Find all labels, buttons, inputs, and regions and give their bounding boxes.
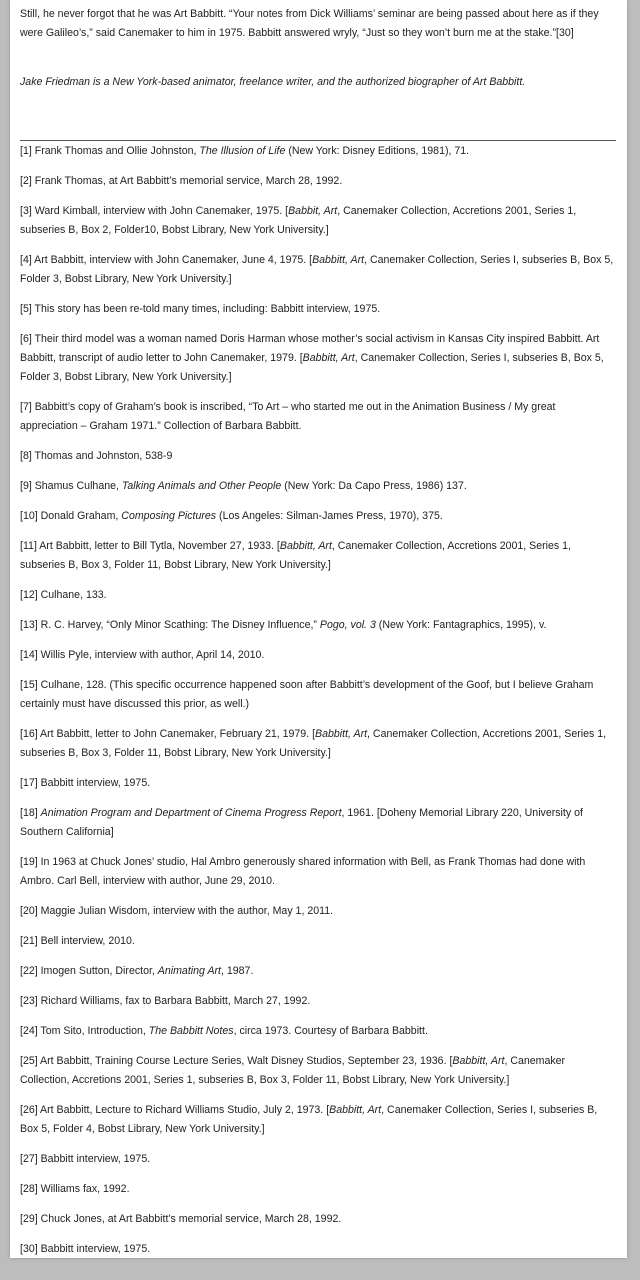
footnote-text: [8] Thomas and Johnston, 538-9 xyxy=(20,450,173,462)
footnote-text: [5] This story has been re-told many times, including: Babbitt interview, 1975. xyxy=(20,303,381,315)
footnotes-list xyxy=(20,142,616,1270)
footnote-text: (New York: Da Capo Press, 1986) 137. xyxy=(281,480,467,492)
footnote-text: [27] Babbitt interview, 1975. xyxy=(20,1153,151,1165)
footnote-22 xyxy=(20,962,616,981)
footnote-text: [25] Art Babbitt, Training Course Lecture Series, Walt Disney Studios, September 23, 1936. [ xyxy=(20,1055,453,1067)
footnote-20 xyxy=(20,902,616,921)
footnote-1 xyxy=(20,142,616,161)
footnote-5 xyxy=(20,300,616,319)
footnote-title: Babbit, Art xyxy=(288,205,338,217)
footnote-10 xyxy=(20,507,616,526)
footnote-text: [11] Art Babbitt, letter to Bill Tytla, November 27, 1933. [ xyxy=(20,540,280,552)
footnote-text: , Canemaker Collection, Series I, subseries B, Box 5, Folder 4, Bobst Library, New York University.] xyxy=(20,1104,598,1135)
footnote-text: [10] Donald Graham, xyxy=(20,510,122,522)
footnote-28 xyxy=(20,1180,616,1199)
footnote-text: [7] Babbitt’s copy of Graham’s book is inscribed, “To Art – who started me out in the Animation Business / My great appreciation – Graham 1971.” Collection of Barbara Babbitt. xyxy=(20,401,556,432)
footnote-text: [9] Shamus Culhane, xyxy=(20,480,122,492)
footnote-title: The Babbitt Notes xyxy=(148,1025,234,1037)
footnote-16 xyxy=(20,725,616,763)
footnote-text: [13] R. C. Harvey, “Only Minor Scathing: The Disney Influence,” xyxy=(20,619,320,631)
footnote-title: Composing Pictures xyxy=(121,510,217,522)
footnote-title: Animation Program and Department of Cinema Progress Report xyxy=(40,807,342,819)
footnote-text: [18] xyxy=(20,807,41,819)
footnote-text: , Canemaker Collection, Accretions 2001, Series 1, subseries B, Box 3, Folder 11, Bobst Library, New York University.] xyxy=(20,728,607,759)
footnote-text: [21] Bell interview, 2010. xyxy=(20,935,135,947)
footnote-13 xyxy=(20,616,616,635)
footnote-text: , 1987. xyxy=(221,965,254,977)
footnote-text: (New York: Fantagraphics, 1995), v. xyxy=(375,619,547,631)
footnote-text: (Los Angeles: Silman-James Press, 1970), 375. xyxy=(216,510,443,522)
footnote-title: Babbitt, Art xyxy=(279,540,332,552)
footnote-6 xyxy=(20,330,616,387)
footnote-text: , Canemaker Collection, Accretions 2001, Series 1, subseries B, Box 3, Folder 11, Bobst Library, New York University.] xyxy=(20,540,571,571)
footnote-title: Babbitt, Art xyxy=(312,254,365,266)
footnote-text: [2] Frank Thomas, at Art Babbitt’s memorial service, March 28, 1992. xyxy=(20,175,343,187)
footnote-title: Pogo, vol. 3 xyxy=(319,619,376,631)
footnote-21 xyxy=(20,932,616,951)
footnote-text: [4] Art Babbitt, interview with John Canemaker, June 4, 1975. [ xyxy=(20,254,313,266)
footnote-title: Babbitt, Art xyxy=(329,1104,382,1116)
footnote-8 xyxy=(20,447,616,466)
footnote-divider xyxy=(20,140,616,141)
footnote-text: [24] Tom Sito, Introduction, xyxy=(20,1025,149,1037)
footnote-text: [29] Chuck Jones, at Art Babbitt’s memorial service, March 28, 1992. xyxy=(20,1213,342,1225)
footnote-2 xyxy=(20,172,616,191)
footnote-text: , Canemaker Collection, Series I, subseries B, Box 5, Folder 3, Bobst Library, New York University.] xyxy=(20,352,604,383)
footnote-title: Animating Art xyxy=(157,965,221,977)
footnote-text: (New York: Disney Editions, 1981), 71. xyxy=(285,145,470,157)
footnote-text: , Canemaker Collection, Accretions 2001, Series 1, subseries B, Box 2, Folder10, Bobst Library, New York University.] xyxy=(20,205,577,236)
footnote-text: , Canemaker Collection, Accretions 2001, Series 1, subseries B, Box 3, Folder 11, Bobst Library, New York University.] xyxy=(20,1055,566,1086)
footnote-text: , circa 1973. Courtesy of Barbara Babbitt. xyxy=(233,1025,428,1037)
footnote-7 xyxy=(20,398,616,436)
footnote-9 xyxy=(20,477,616,496)
footnote-25 xyxy=(20,1052,616,1090)
footnote-text: [17] Babbitt interview, 1975. xyxy=(20,777,151,789)
footnote-text: [15] Culhane, 128. (This specific occurrence happened soon after Babbitt’s development of the Goof, but I believe Graham certainly must have discussed this prior, as well.) xyxy=(20,679,594,710)
author-bio: Jake Friedman is a New York-based animator, freelance writer, and the authorized biographer of Art Babbitt. xyxy=(20,76,526,88)
footnote-text: , Canemaker Collection, Series I, subseries B, Box 5, Folder 3, Bobst Library, New York University.] xyxy=(20,254,614,285)
footnote-text: , 1961. [Doheny Memorial Library 220, University of Southern California] xyxy=(20,807,583,838)
footnote-23 xyxy=(20,992,616,1011)
footnote-18 xyxy=(20,804,616,842)
footnote-title: Babbitt, Art xyxy=(452,1055,505,1067)
page-sheet xyxy=(10,0,627,1258)
footnote-12 xyxy=(20,586,616,605)
footnote-24 xyxy=(20,1022,616,1041)
footnote-text: [16] Art Babbitt, letter to John Canemaker, February 21, 1979. [ xyxy=(20,728,316,740)
footnote-17 xyxy=(20,774,616,793)
footnote-14 xyxy=(20,646,616,665)
footnote-3 xyxy=(20,202,616,240)
footnote-26 xyxy=(20,1101,616,1139)
footnote-text: [19] In 1963 at Chuck Jones’ studio, Hal Ambro generously shared information with Bell, as Frank Thomas had done with Ambro. Carl Bell, interview with author, June 29, 2010. xyxy=(20,856,586,887)
footnote-text: [28] Williams fax, 1992. xyxy=(20,1183,130,1195)
footnote-title: Babbitt, Art xyxy=(315,728,368,740)
footnote-text: [22] Imogen Sutton, Director, xyxy=(20,965,158,977)
footnote-4 xyxy=(20,251,616,289)
footnote-27 xyxy=(20,1150,616,1169)
footnote-text: [3] Ward Kimball, interview with John Canemaker, 1975. [ xyxy=(20,205,289,217)
footnote-11 xyxy=(20,537,616,575)
footnote-title: The Illusion of Life xyxy=(199,145,286,157)
footnote-29 xyxy=(20,1210,616,1229)
footnote-15 xyxy=(20,676,616,714)
footnote-text: [1] Frank Thomas and Ollie Johnston, xyxy=(20,145,200,157)
footnote-text: [23] Richard Williams, fax to Barbara Babbitt, March 27, 1992. xyxy=(20,995,311,1007)
footnote-text: [26] Art Babbitt, Lecture to Richard Williams Studio, July 2, 1973. [ xyxy=(20,1104,330,1116)
footnote-19 xyxy=(20,853,616,891)
footnote-text: [12] Culhane, 133. xyxy=(20,589,107,601)
footnote-text: [14] Willis Pyle, interview with author, April 14, 2010. xyxy=(20,649,265,661)
closing-paragraph: Still, he never forgot that he was Art Babbitt. “Your notes from Dick Williams’ seminar are being passed about here as if they were Galileo’s,” said Canemaker to him in 1975. Babbitt answered wryly, “Just so they won’t burn me at the stake.”[30] xyxy=(20,8,599,39)
footnote-title: Talking Animals and Other People xyxy=(121,480,282,492)
footnote-text: [30] Babbitt interview, 1975. xyxy=(20,1243,151,1255)
footnote-text: [6] Their third model was a woman named Doris Harman whose mother’s social activism in Kansas City inspired Babbitt. Art Babbitt, transcript of audio letter to John Canemaker, 1979. [ xyxy=(20,333,600,364)
footnote-title: Babbitt, Art xyxy=(302,352,355,364)
footnote-30 xyxy=(20,1240,616,1259)
footnote-text: [20] Maggie Julian Wisdom, interview with the author, May 1, 2011. xyxy=(20,905,334,917)
